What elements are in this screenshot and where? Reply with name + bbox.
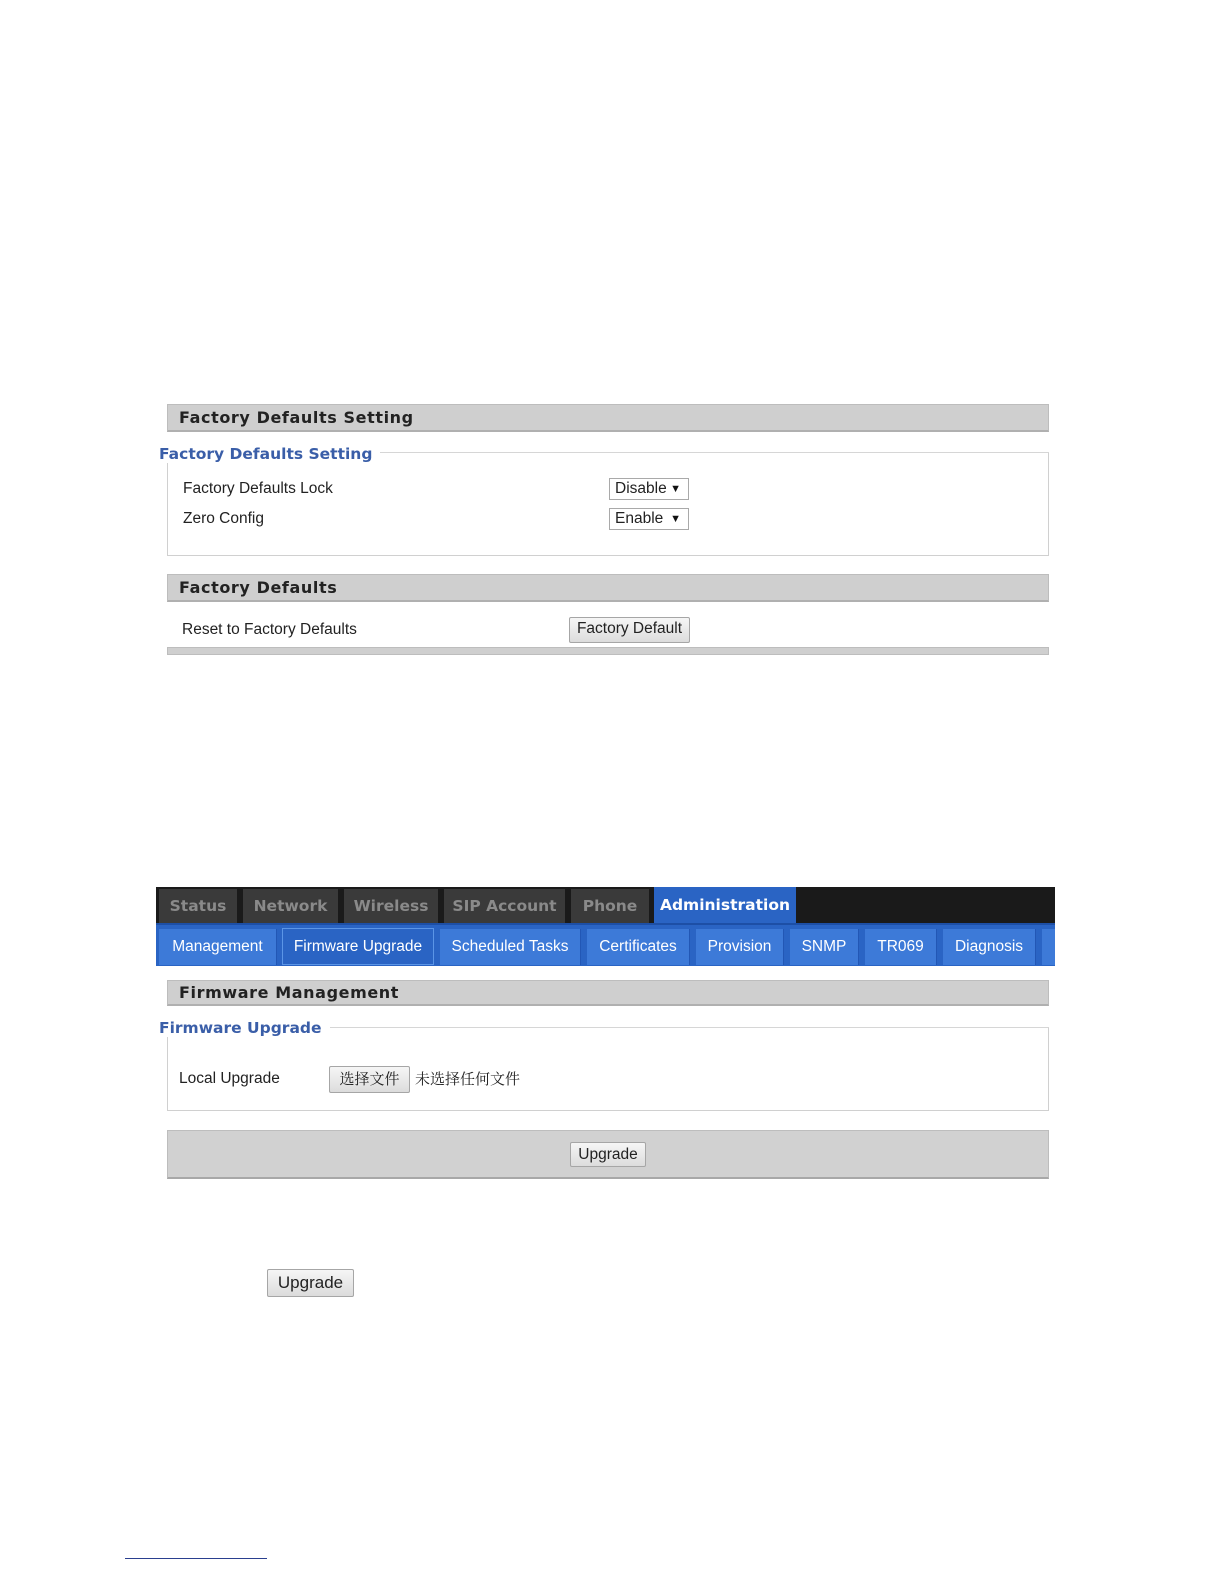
no-file-selected-text: 未选择任何文件 <box>415 1070 521 1088</box>
tab-wireless[interactable]: Wireless <box>344 889 438 923</box>
subtab-firmware-upgrade[interactable]: Firmware Upgrade <box>282 928 434 965</box>
zero-config-select[interactable] <box>609 508 689 530</box>
factory-defaults-setting-header: Factory Defaults Setting <box>167 404 1049 432</box>
dropdown-arrow-icon: ▼ <box>670 513 681 525</box>
factory-defaults-setting-fieldset <box>167 452 1049 556</box>
tab-phone[interactable]: Phone <box>571 889 649 923</box>
factory-defaults-bottom-bar <box>167 647 1049 655</box>
factory-default-button[interactable]: Factory Default <box>569 617 690 643</box>
dropdown-arrow-icon: ▼ <box>670 483 681 495</box>
subtab-scheduled-tasks[interactable]: Scheduled Tasks <box>440 929 581 965</box>
subtab-management[interactable]: Management <box>159 929 277 965</box>
subtab-provision[interactable]: Provision <box>696 929 784 965</box>
subtab-overflow[interactable] <box>1042 929 1055 965</box>
standalone-upgrade-button[interactable]: Upgrade <box>267 1269 354 1297</box>
choose-file-button[interactable]: 选择文件 <box>329 1066 410 1093</box>
tab-network[interactable]: Network <box>243 889 338 923</box>
subtab-diagnosis[interactable]: Diagnosis <box>943 929 1036 965</box>
reset-to-factory-defaults-label: Reset to Factory Defaults <box>182 621 357 638</box>
subtab-certificates[interactable]: Certificates <box>587 929 690 965</box>
tab-sip-account[interactable]: SIP Account <box>444 889 565 923</box>
factory-defaults-lock-label: Factory Defaults Lock <box>183 480 333 497</box>
firmware-upgrade-fieldset <box>167 1027 1049 1111</box>
zero-config-value: Enable <box>615 510 664 527</box>
factory-defaults-lock-select[interactable] <box>609 478 689 500</box>
local-upgrade-label: Local Upgrade <box>179 1070 280 1087</box>
subtab-snmp[interactable]: SNMP <box>790 929 859 965</box>
fieldset-top-rule <box>322 1027 1049 1028</box>
factory-defaults-header: Factory Defaults <box>167 574 1049 602</box>
tab-status[interactable]: Status <box>159 889 237 923</box>
zero-config-label: Zero Config <box>183 510 264 527</box>
subtab-tr069[interactable]: TR069 <box>865 929 937 965</box>
firmware-upgrade-legend: Firmware Upgrade <box>159 1019 330 1037</box>
footnote-separator <box>125 1558 267 1559</box>
tab-administration[interactable]: Administration <box>654 887 796 923</box>
firmware-management-header: Firmware Management <box>167 980 1049 1006</box>
upgrade-button[interactable]: Upgrade <box>570 1142 646 1167</box>
factory-defaults-lock-value: Disable <box>615 480 667 497</box>
fieldset-top-rule <box>366 452 1049 453</box>
factory-defaults-setting-legend: Factory Defaults Setting <box>159 445 380 463</box>
